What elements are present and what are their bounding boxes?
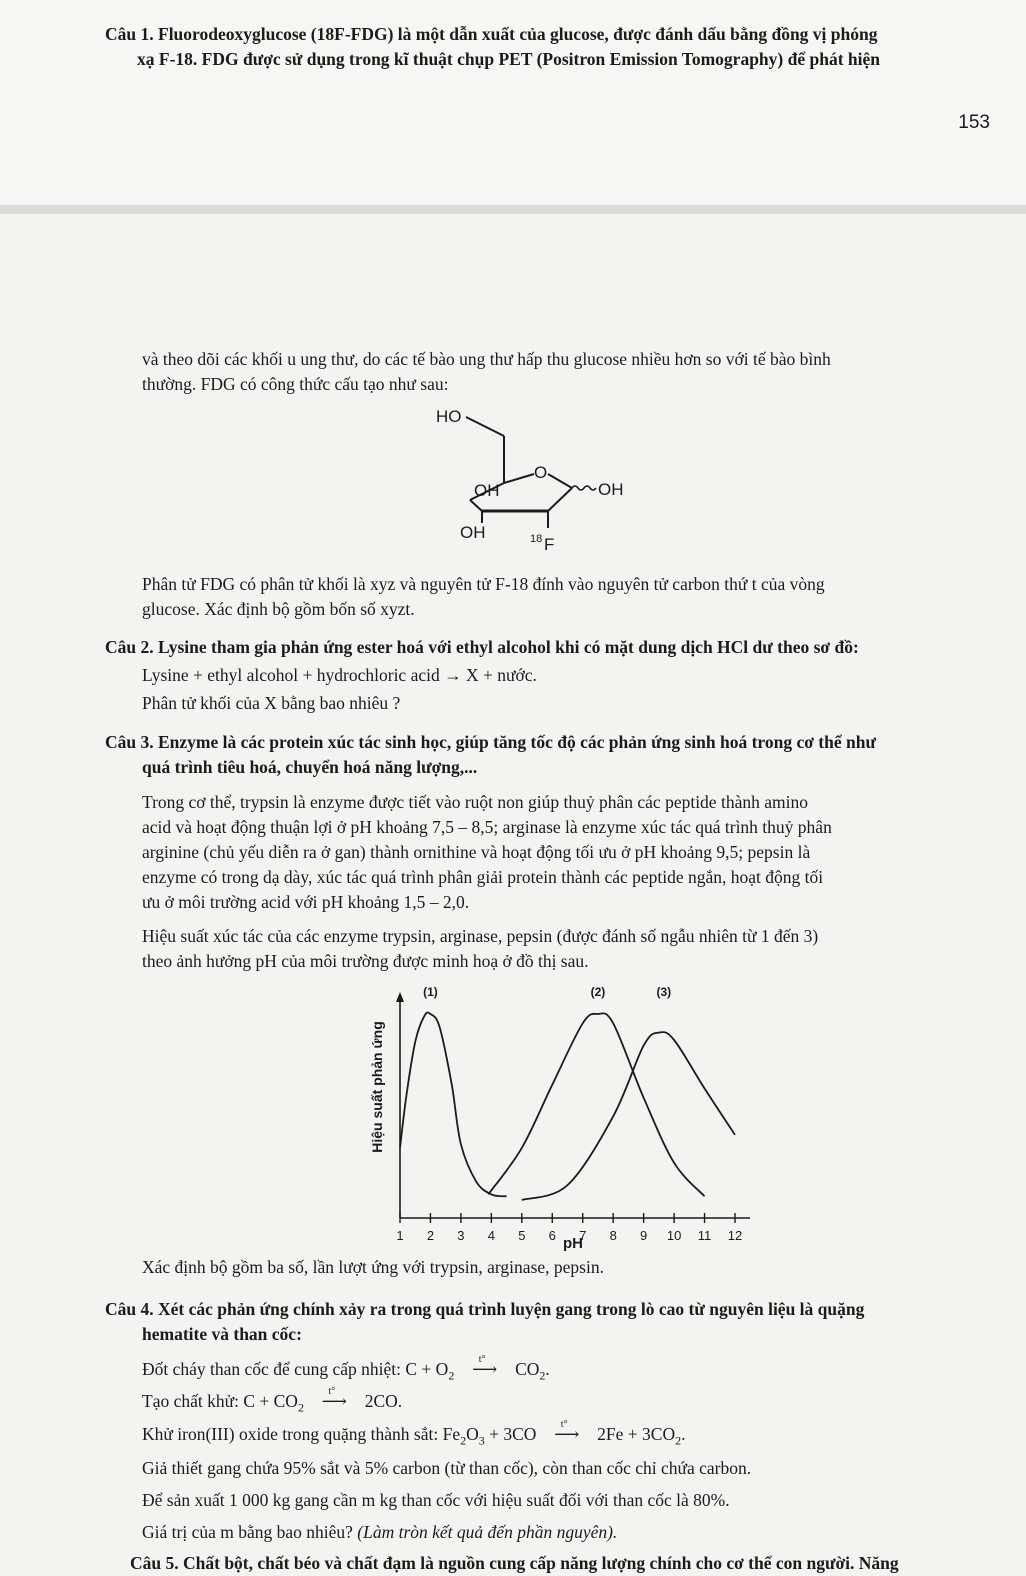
x-tick-label: 9 — [640, 1228, 648, 1243]
series-label-2: (2) — [590, 985, 606, 999]
x-tick-label: 4 — [487, 1228, 495, 1243]
bond-ring-o — [548, 474, 572, 488]
q4-line1: Câu 4. Xét các phản ứng chính xảy ra trong quá trình luyện gang trong lò cao từ nguyên liệu là quặng — [105, 1299, 865, 1319]
bond-ho — [466, 417, 504, 436]
q1-line6: glucose. Xác định bộ gồm bốn số xyzt. — [142, 599, 415, 619]
q4-equation-2: Tạo chất khử: $C + CO_2$ t° ⟶ 2CO. — [142, 1389, 402, 1421]
oh-ring-label: OH — [474, 481, 500, 500]
chart-axes — [396, 992, 750, 1243]
series-line-1 — [400, 1012, 507, 1196]
enzyme-ph-chart — [360, 980, 760, 1255]
x-tick-label: 7 — [579, 1228, 587, 1243]
q1-line5: Phân tử FDG có phân tử khối là xyz và nguyên tử F-18 đính vào nguyên tử carbon thứ t của vòng — [142, 574, 825, 594]
x-tick-label: 2 — [426, 1228, 435, 1243]
q4-equation-1: Đốt cháy than cốc để cung cấp nhiệt: $C + O_2$ t° ⟶ $CO_2$. — [142, 1357, 550, 1389]
question-1-intro — [105, 22, 1005, 72]
question-2 — [105, 635, 1005, 660]
q3-line5: arginine (chủ yếu diễn ra ở gan) thành ornithine và hoạt động tối ưu ở pH khoảng 9,5; pepsin là — [142, 842, 811, 862]
x-tick-label: 5 — [518, 1228, 526, 1243]
fdg-structure — [430, 398, 680, 563]
q4-assumption: Giả thiết gang chứa 95% sắt và 5% carbon (từ than cốc), còn than cốc chỉ chứa carbon. — [142, 1458, 752, 1478]
q3-enzymes-text — [142, 790, 1012, 915]
q3-line2: quá trình tiêu hoá, chuyển hoá năng lượng,... — [142, 757, 478, 777]
q3-line4: acid và hoạt động thuận lợi ở pH khoảng 7,5 – 8,5; arginase là enzyme xúc tác quá trình thuỷ phân — [142, 817, 832, 837]
page-gap — [0, 205, 1026, 214]
q3-line3: Trong cơ thể, trypsin là enzyme được tiết vào ruột non giúp thuỷ phân các peptide thành amino — [142, 792, 808, 812]
y-axis-label: Hiệu suất phản ứng — [369, 1021, 385, 1153]
q2-line1: Câu 2. Lysine tham gia phản ứng ester hoá với ethyl alcohol khi có mặt dung dịch HCl dư theo sơ đồ: — [105, 637, 859, 657]
series-label-1: (1) — [423, 985, 438, 999]
x-axis-label: pH — [563, 1235, 583, 1252]
x-tick-label: 1 — [396, 1228, 404, 1243]
question-5-cut: Câu 5. Chất bột, chất béo và chất đạm là nguồn cung cấp năng lượng chính cho cơ thể con người. Năng — [130, 1553, 899, 1573]
x-tick-label: 3 — [457, 1228, 465, 1243]
oh-right-label: OH — [598, 480, 624, 499]
question-1-continued — [142, 347, 1002, 397]
ho-label: HO — [436, 407, 462, 426]
q4-ask: Giá trị của m bằng bao nhiêu? (Làm tròn kết quả đến phần nguyên). — [142, 1522, 618, 1542]
q4-equation-3: Khử iron(III) oxide trong quặng thành sắt: $Fe_2O_3 + 3CO$ t° ⟶ $2Fe + 3CO_2$. — [142, 1422, 685, 1454]
q3-line8: Hiệu suất xúc tác của các enzyme trypsin, arginase, pepsin (được đánh số ngẫu nhiên từ 1 đến 3) — [142, 926, 819, 946]
chart-series-group — [400, 985, 735, 1200]
y-axis-arrow — [396, 992, 404, 1002]
q2-equation: Lysine + ethyl alcohol + hydrochloric acid → X + nước. — [142, 665, 537, 685]
wavy-bond — [572, 486, 596, 490]
series-line-2 — [488, 1013, 704, 1196]
f18-mass-label: 18 — [530, 533, 543, 545]
q2-ask: Phân tử khối của X bằng bao nhiêu ? — [142, 693, 401, 713]
q3-line7: ưu ở môi trường acid với pH khoảng 1,5 – 2,0. — [142, 892, 470, 912]
q4-line2: hematite và than cốc: — [142, 1324, 302, 1344]
f18-symbol-label: F — [544, 535, 555, 554]
q3-ask: Xác định bộ gồm ba số, lần lượt ứng với trypsin, arginase, pepsin. — [142, 1257, 604, 1277]
ring-o-label: O — [534, 463, 548, 482]
q4-production: Để sản xuất 1 000 kg gang cần m kg than cốc với hiệu suất đối với than cốc là 80%. — [142, 1490, 730, 1510]
question-1-ask — [142, 572, 1002, 622]
q1-line1: Câu 1. Fluorodeoxyglucose (18F-FDG) là một dẫn xuất của glucose, được đánh dấu bằng đồng vị phóng — [105, 24, 878, 44]
oh-bottom-label: OH — [460, 523, 486, 542]
x-tick-label: 6 — [548, 1228, 556, 1243]
x-tick-label: 8 — [609, 1228, 617, 1243]
bond-ring-top — [504, 474, 534, 483]
q3-line9: theo ảnh hưởng pH của môi trường được minh hoạ ở đồ thị sau. — [142, 951, 589, 971]
q1-line2: xạ F-18. FDG được sử dụng trong kĩ thuật chụp PET (Positron Emission Tomography) để phát hiện — [137, 49, 880, 69]
question-4 — [105, 1297, 1005, 1347]
q3-chart-intro — [142, 924, 1012, 974]
q3-line6: enzyme có trong dạ dày, xúc tác quá trình phân giải protein thành các peptide ngắn, hoạt động tối — [142, 867, 824, 887]
page-number: 153 — [958, 112, 990, 133]
x-tick-label: 10 — [666, 1228, 682, 1243]
q1-line3: và theo dõi các khối u ung thư, do các tế bào ung thư hấp thu glucose nhiều hơn so với tế bào bình — [142, 349, 831, 369]
q1-line4: thường. FDG có công thức cấu tạo như sau: — [142, 374, 449, 394]
reaction-arrow: t° ⟶ — [459, 1357, 511, 1382]
reaction-arrow: t° ⟶ — [541, 1422, 593, 1447]
bond-ring-bottom-left — [470, 500, 482, 511]
x-tick-label: 12 — [727, 1228, 743, 1243]
question-3 — [105, 730, 1005, 780]
reaction-arrow: t° ⟶ — [308, 1389, 360, 1414]
q3-line1: Câu 3. Enzyme là các protein xúc tác sinh học, giúp tăng tốc độ các phản ứng sinh hoá trong cơ thể như — [105, 732, 876, 752]
bond-ring-right — [548, 488, 572, 511]
x-tick-label: 11 — [697, 1228, 712, 1243]
series-label-3: (3) — [656, 985, 672, 999]
